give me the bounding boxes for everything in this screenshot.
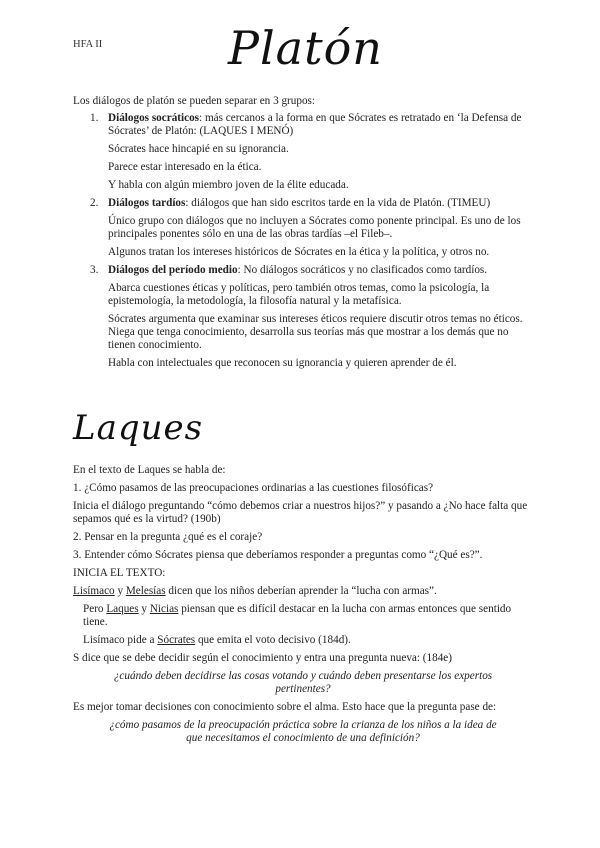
paragraph: [73, 634, 533, 647]
list-number: 3.: [90, 264, 99, 276]
course-code: HFA II: [73, 39, 103, 50]
text-span: y: [114, 585, 126, 597]
list-number: 1.: [90, 112, 99, 124]
group-heading: [108, 197, 530, 210]
group-description: : más cercanos a la forma en que Sócrates es retratado en ‘la Defensa de Sócrates’ de Platón: (LAQUES I MENÓ): [108, 112, 522, 137]
group-note: Sócrates hace hincapié en su ignorancia.: [108, 143, 289, 155]
group-note: Y habla con algún miembro joven de la élite educada.: [108, 179, 349, 191]
name-socrates: Sócrates: [157, 634, 196, 646]
name-laques: Laques: [106, 603, 139, 615]
text-span: Pero: [83, 603, 107, 615]
group-title: Diálogos socráticos: [108, 112, 200, 124]
group-description: : diálogos que han sido escritos tarde en la vida de Platón. (TIMEU): [185, 197, 491, 209]
group-note: Algunos tratan los intereses históricos de Sócrates en la ética y la política, y otros no.: [108, 246, 490, 258]
group-description: : No diálogos socráticos y no clasificados como tardíos.: [237, 264, 488, 276]
group-title: Diálogos tardíos: [108, 197, 186, 209]
group-note: Parece estar interesado en la ética.: [108, 161, 262, 173]
list-item: [90, 197, 530, 259]
list-item: [90, 264, 530, 370]
list-item: [90, 112, 530, 192]
paragraph: En el texto de Laques se habla de:: [73, 464, 226, 476]
name-melesias: Melesías: [125, 585, 166, 597]
group-heading: [108, 112, 530, 138]
text-span: piensan que es difícil destacar en la lucha con armas entonces que sentido tiene.: [83, 603, 512, 628]
laques-section: [73, 464, 533, 750]
name-nicias: Nicias: [149, 603, 179, 615]
quote: ¿cuándo deben decidirse las cosas votando y cuándo deben presentarse los expertos pertinentes?: [113, 670, 493, 695]
text-span: y: [138, 603, 150, 615]
paragraph: [73, 585, 533, 598]
paragraph: INICIA EL TEXTO:: [73, 567, 166, 579]
group-note: Habla con intelectuales que reconocen su ignorancia y quieren aprender de él.: [108, 357, 457, 369]
group-note: Sócrates argumenta que examinar sus intereses éticos requiere discutir otros temas no éticos. Niega que tenga conocimiento, desarrolla sus teorías más que mostrar a los demás que no tienen conocimiento.: [108, 313, 523, 351]
name-lisimaco: Lisímaco: [73, 585, 115, 597]
dialogue-groups-list: [90, 112, 530, 375]
intro-text: Los diálogos de platón se pueden separar en 3 grupos:: [73, 95, 316, 107]
list-number: 2.: [90, 197, 99, 209]
group-title: Diálogos del período medio: [108, 264, 238, 276]
group-note: Abarca cuestiones éticas y políticas, pero también otros temas, como la psicología, la epistemología, la metodología, la filosofía natural y la metafísica.: [108, 282, 490, 307]
page-title: Platón: [228, 21, 383, 75]
paragraph: 1. ¿Cómo pasamos de las preocupaciones ordinarias a las cuestiones filosóficas?: [73, 482, 434, 494]
group-heading: [108, 264, 530, 277]
paragraph: S dice que se debe decidir según el conocimiento y entra una pregunta nueva: (184e): [73, 652, 452, 664]
section-title-laques: Laques: [73, 408, 204, 448]
text-span: Lisímaco pide a: [83, 634, 158, 646]
paragraph: 3. Entender cómo Sócrates piensa que deberíamos responder a preguntas como “¿Qué es?”.: [73, 549, 483, 561]
paragraph: Es mejor tomar decisiones con conocimiento sobre el alma. Esto hace que la pregunta pase de:: [73, 701, 497, 713]
paragraph: 2. Pensar en la pregunta ¿qué es el coraje?: [73, 531, 263, 543]
paragraph: [73, 603, 533, 629]
text-span: dicen que los niños deberían aprender la “lucha con armas”.: [165, 585, 437, 597]
group-note: Único grupo con diálogos que no incluyen a Sócrates como ponente principal. Es uno de los principales ponentes sólo en una de las obras tardías –el Fileb–.: [108, 215, 521, 240]
quote: ¿cómo pasamos de la preocupación práctica sobre la crianza de los niños a la idea de que necesitamos el conocimiento de una definición?: [109, 719, 497, 744]
text-span: que emita el voto decisivo (184d).: [195, 634, 351, 646]
paragraph: Inicia el diálogo preguntando “cómo debemos criar a nuestros hijos?” y pasando a ¿No hace falta que sepamos qué es la virtud? (190b): [73, 500, 528, 525]
